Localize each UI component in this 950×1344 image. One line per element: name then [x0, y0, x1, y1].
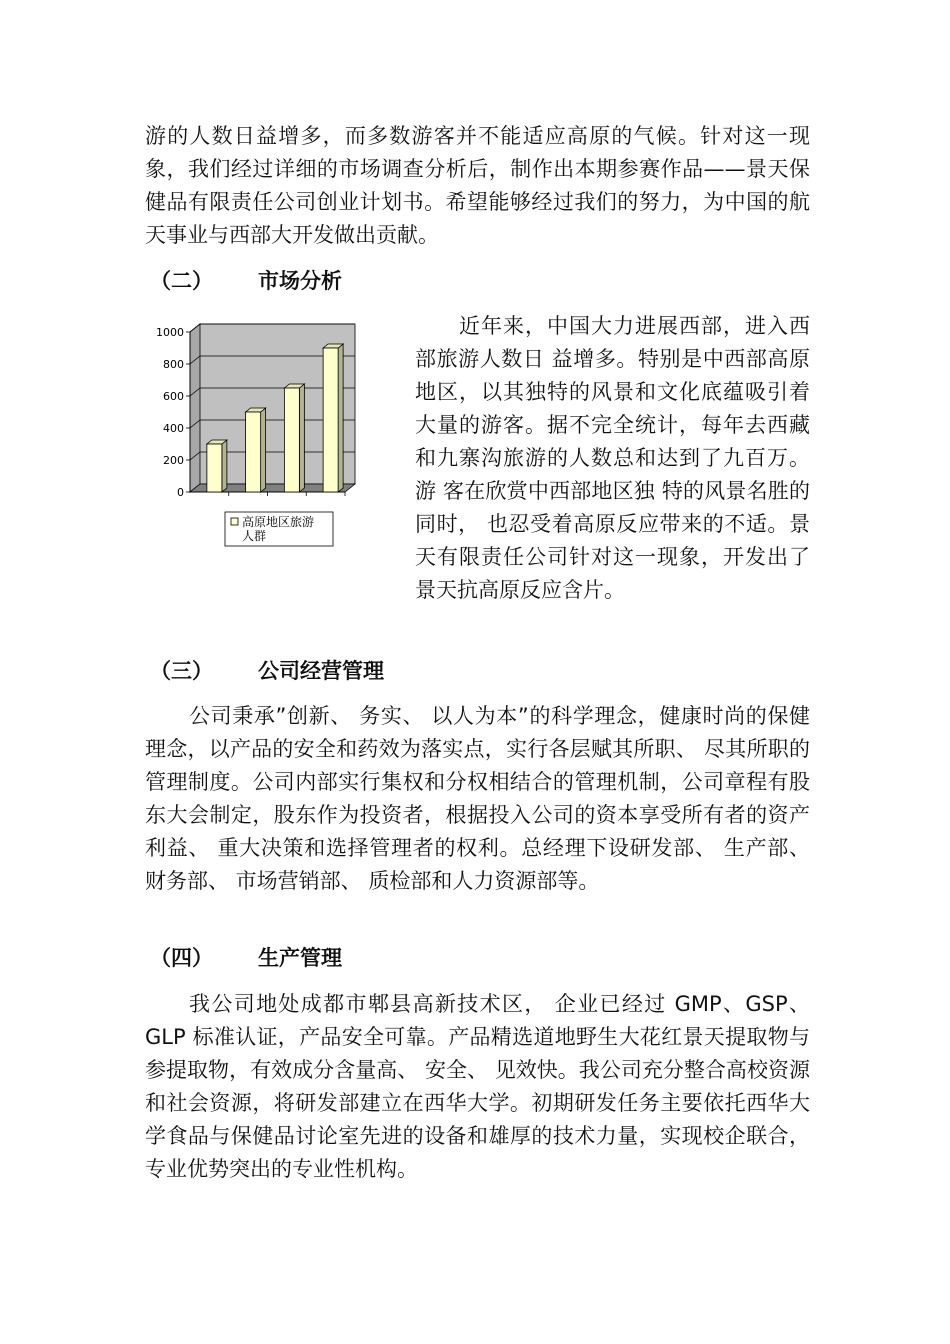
heading-number: （三） [150, 659, 213, 683]
heading-title: 市场分析 [258, 269, 342, 293]
y-tick-label: 1000 [156, 326, 184, 339]
bar-side [299, 384, 304, 492]
heading-number: （四） [150, 946, 213, 970]
bar [207, 444, 222, 492]
bar [323, 348, 338, 492]
y-tick-label: 600 [163, 390, 184, 403]
chart-side-wall [190, 324, 200, 492]
paragraph-management: 公司秉承”创新、 务实、 以人为本”的科学理念，健康时尚的保健理念，以产品的安全和药效为落实点，实行各层赋其所职、 尽其所职的管理制度。公司内部实行集权和分权相结合的管理机制，公司章程有股东大会制定，股东作为投资者，根据投入公司的资本享受所有者的资产利益、 重大决策和选择管理者的权利。总经理下设研发部、 生产部、 财务部、 市场营销部、 质检部和人力资源部等。 [145, 704, 810, 893]
y-tick-label: 0 [177, 486, 184, 499]
paragraph-intro: 游的人数日益增多，而多数游客并不能适应高原的气候。针对这一现象，我们经过详细的市场调查分析后，制作出本期参赛作品——景天保健品有限责任公司创业计划书。希望能够经过我们的努力，为中国的航天事业与西部大开发做出贡献。 [145, 124, 810, 247]
y-tick-label: 400 [163, 422, 184, 435]
tourism-bar-chart [150, 318, 365, 555]
y-tick-label: 200 [163, 454, 184, 467]
legend-label: 高原地区旅游 [242, 515, 315, 529]
bar-side [261, 408, 266, 492]
bar [246, 412, 261, 492]
bar [284, 388, 299, 492]
legend-label: 人群 [242, 529, 267, 543]
heading-market-analysis [150, 265, 342, 297]
heading-number: （二） [150, 269, 213, 293]
heading-company-management [150, 655, 384, 687]
heading-production-management [150, 942, 342, 974]
heading-title: 公司经营管理 [258, 659, 384, 683]
bar-side [338, 344, 343, 492]
y-tick-label: 800 [163, 358, 184, 371]
paragraph-market: 近年来，中国大力进展西部，进入西部旅游人数日 益增多。特别是中西部高原地区，以其独特的风景和文化底蕴吸引着大量的游客。据不完全统计，每年去西藏和九寨沟旅游的人数总和达到了九百万。游 客在欣赏中西部地区独 特的风景名胜的同时， 也忍受着高原反应带来的不适。景天有限责任公司针对这一现象，开发出了景天抗高原反应含片。 [415, 314, 810, 602]
heading-title: 生产管理 [258, 946, 342, 970]
paragraph-production: 我公司地处成都市郫县高新技术区， 企业已经过 GMP、GSP、 GLP 标准认证，产品安全可靠。产品精选道地野生大花红景天提取物与参提取物，有效成分含量高、 安全、 见效快。我公司充分整合高校资源和社会资源，将研发部建立在西华大学。初期研发任务主要依托西华大学食品与保健品讨论室先进的设备和雄厚的技术力量，实现校企联合，专业优势突出的专业性机构。 [145, 992, 810, 1181]
bar-side [222, 440, 227, 492]
legend-swatch [231, 518, 238, 525]
